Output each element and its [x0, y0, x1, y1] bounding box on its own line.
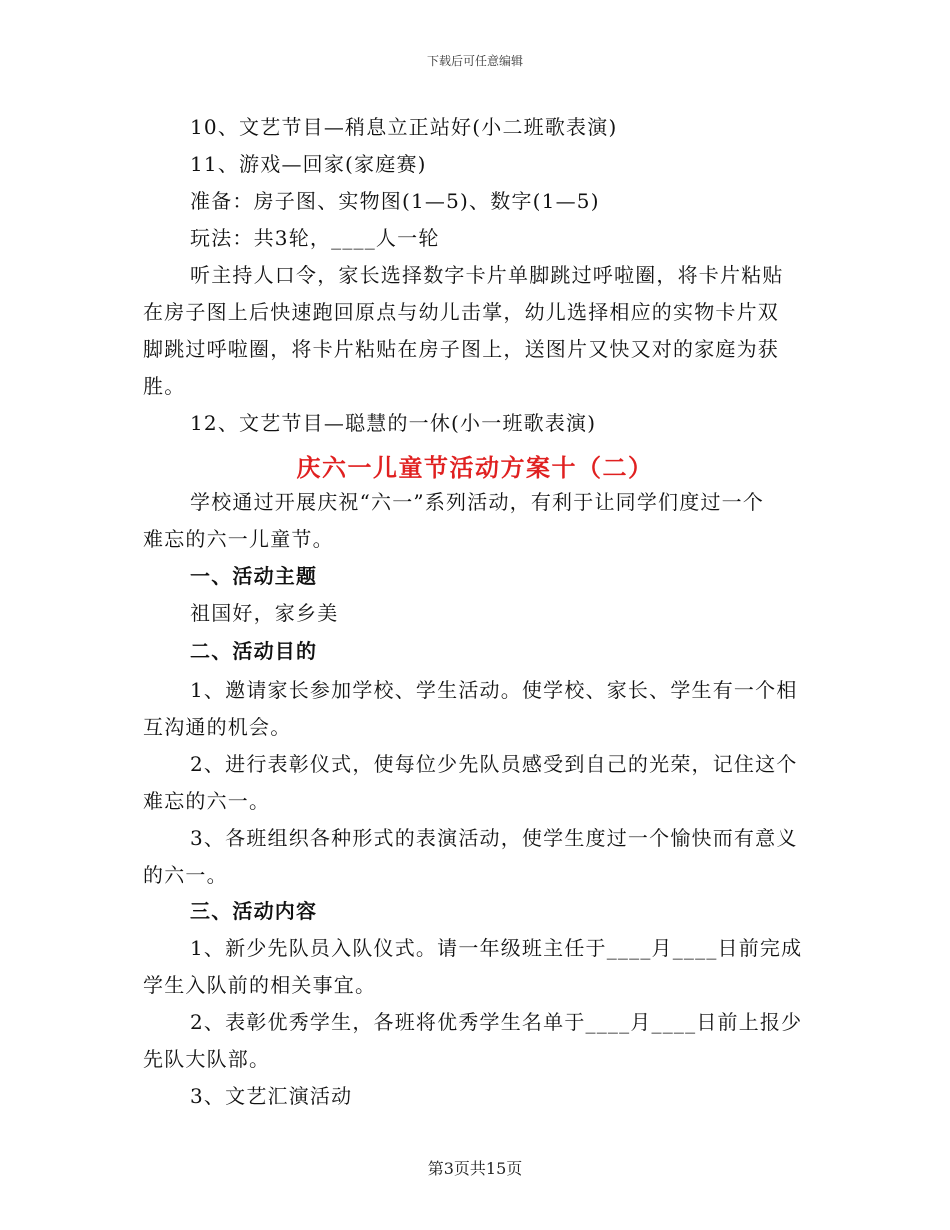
goal-1-line-1: 1、邀请家长参加学校、学生活动。使学校、家长、学生有一个相: [190, 678, 798, 702]
game-description-line-3: 脚跳过呼啦圈，将卡片粘贴在房子图上，送图片又快又对的家庭为获: [143, 337, 779, 361]
game-description-line-4: 胜。: [143, 374, 186, 398]
content-2-line-2: 先队大队部。: [143, 1047, 271, 1071]
heading-activity-goals: 二、活动目的: [190, 639, 318, 663]
goal-3-line-2: 的六一。: [143, 863, 228, 887]
heading-activity-theme: 一、活动主题: [190, 564, 318, 588]
item-12: 12、文艺节目—聪慧的一休(小一班歌表演): [190, 411, 597, 435]
game-description-line-2: 在房子图上后快速跑回原点与幼儿击掌，幼儿选择相应的实物卡片双: [143, 300, 779, 324]
goal-2-line-2: 难忘的六一。: [143, 789, 271, 813]
goal-3-line-1: 3、各班组织各种形式的表演活动，使学生度过一个愉快而有意义: [190, 826, 798, 850]
page-footer: 第3页共15页: [427, 1159, 523, 1178]
heading-activity-content: 三、活动内容: [190, 899, 318, 923]
content-3: 3、文艺汇演活动: [190, 1084, 353, 1108]
activity-theme-text: 祖国好，家乡美: [190, 601, 339, 625]
game-preparation: 准备：房子图、实物图(1—5)、数字(1—5): [190, 189, 600, 213]
game-rules: 玩法：共3轮，____人一轮: [190, 226, 440, 250]
goal-1-line-2: 互沟通的机会。: [143, 715, 292, 739]
intro-line-1: 学校通过开展庆祝“六一”系列活动，有利于让同学们度过一个: [190, 490, 765, 514]
game-description-line-1: 听主持人口令，家长选择数字卡片单脚跳过呼啦圈，将卡片粘贴: [190, 263, 784, 287]
item-11: 11、游戏—回家(家庭赛): [190, 152, 427, 176]
header-note: 下载后可任意编辑: [426, 54, 523, 68]
item-10: 10、文艺节目—稍息立正站好(小二班歌表演): [190, 115, 618, 139]
content-2-line-1: 2、表彰优秀学生，各班将优秀学生名单于____月____日前上报少: [190, 1010, 803, 1034]
content-1-line-1: 1、新少先队员入队仪式。请一年级班主任于____月____日前完成: [190, 936, 803, 960]
intro-line-2: 难忘的六一儿童节。: [143, 527, 334, 551]
content-1-line-2: 学生入队前的相关事宜。: [143, 973, 377, 997]
goal-2-line-1: 2、进行表彰仪式，使每位少先队员感受到自己的光荣，记住这个: [190, 752, 798, 776]
section-title: 庆六一儿童节活动方案十（二）: [296, 453, 654, 482]
